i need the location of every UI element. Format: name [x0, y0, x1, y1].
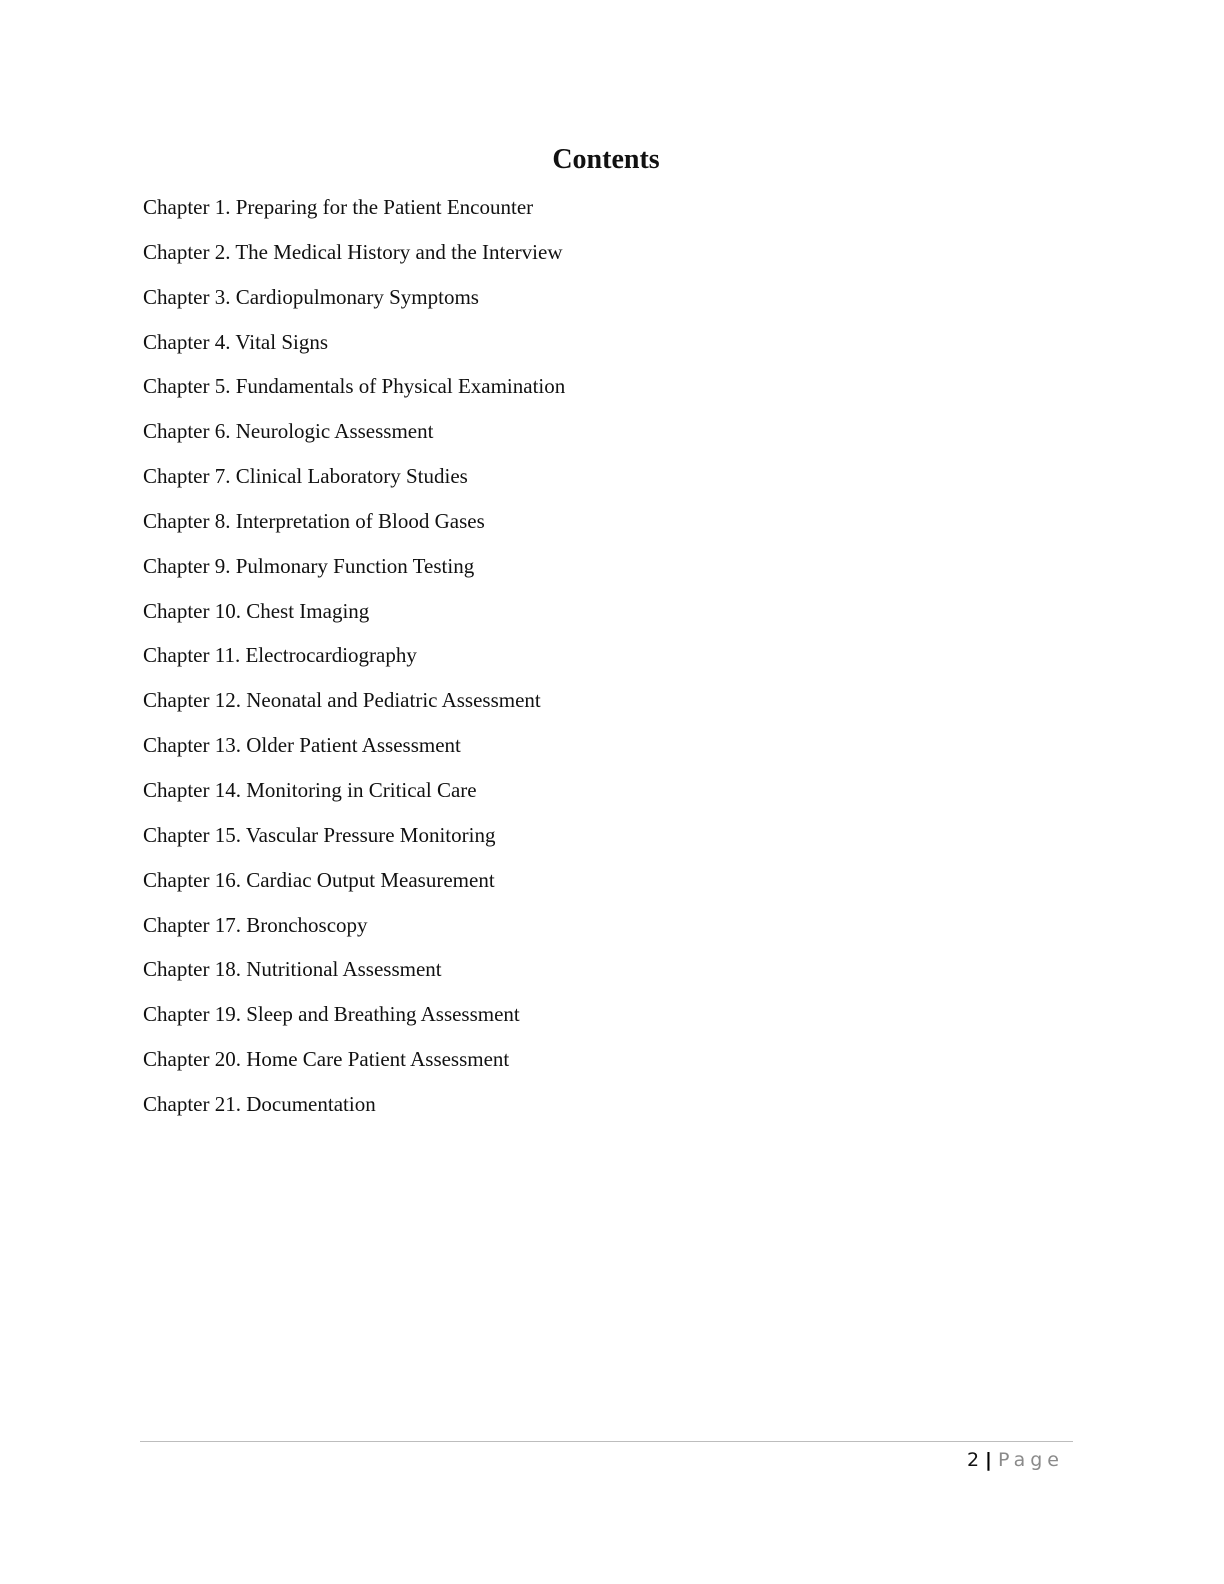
- footer-divider: [140, 1441, 1073, 1442]
- toc-entry: Chapter 21. Documentation: [143, 1091, 376, 1116]
- toc-entry: Chapter 10. Chest Imaging: [143, 598, 370, 623]
- toc-entry: Chapter 19. Sleep and Breathing Assessment: [143, 1002, 520, 1027]
- toc-entry: Chapter 4. Vital Signs: [143, 329, 329, 354]
- toc-entry: Chapter 18. Nutritional Assessment: [143, 957, 442, 982]
- table-of-contents: [143, 190, 565, 1132]
- toc-entry: Chapter 8. Interpretation of Blood Gases: [143, 508, 485, 533]
- toc-entry: Chapter 13. Older Patient Assessment: [143, 733, 461, 758]
- toc-entry: Chapter 6. Neurologic Assessment: [143, 419, 434, 444]
- toc-entry: Chapter 9. Pulmonary Function Testing: [143, 553, 475, 578]
- page-title: Contents: [552, 144, 660, 175]
- page-footer: [967, 1445, 1064, 1475]
- page-label: Page: [998, 1449, 1064, 1471]
- footer-separator: |: [985, 1449, 992, 1471]
- toc-entry: Chapter 7. Clinical Laboratory Studies: [143, 464, 468, 489]
- toc-entry: Chapter 3. Cardiopulmonary Symptoms: [143, 284, 479, 309]
- toc-entry: Chapter 15. Vascular Pressure Monitoring: [143, 822, 496, 847]
- toc-entry: Chapter 5. Fundamentals of Physical Examination: [143, 374, 566, 399]
- toc-entry: Chapter 1. Preparing for the Patient Encounter: [143, 195, 534, 219]
- toc-entry: Chapter 16. Cardiac Output Measurement: [143, 867, 495, 892]
- toc-entry: Chapter 14. Monitoring in Critical Care: [143, 777, 477, 802]
- toc-entry: Chapter 12. Neonatal and Pediatric Assessment: [143, 688, 541, 713]
- page-number: 2: [966, 1449, 980, 1471]
- toc-entry: Chapter 2. The Medical History and the Interview: [143, 239, 563, 264]
- toc-entry: Chapter 20. Home Care Patient Assessment: [143, 1047, 510, 1072]
- toc-entry: Chapter 11. Electrocardiography: [143, 643, 417, 668]
- toc-entry: Chapter 17. Bronchoscopy: [143, 912, 368, 937]
